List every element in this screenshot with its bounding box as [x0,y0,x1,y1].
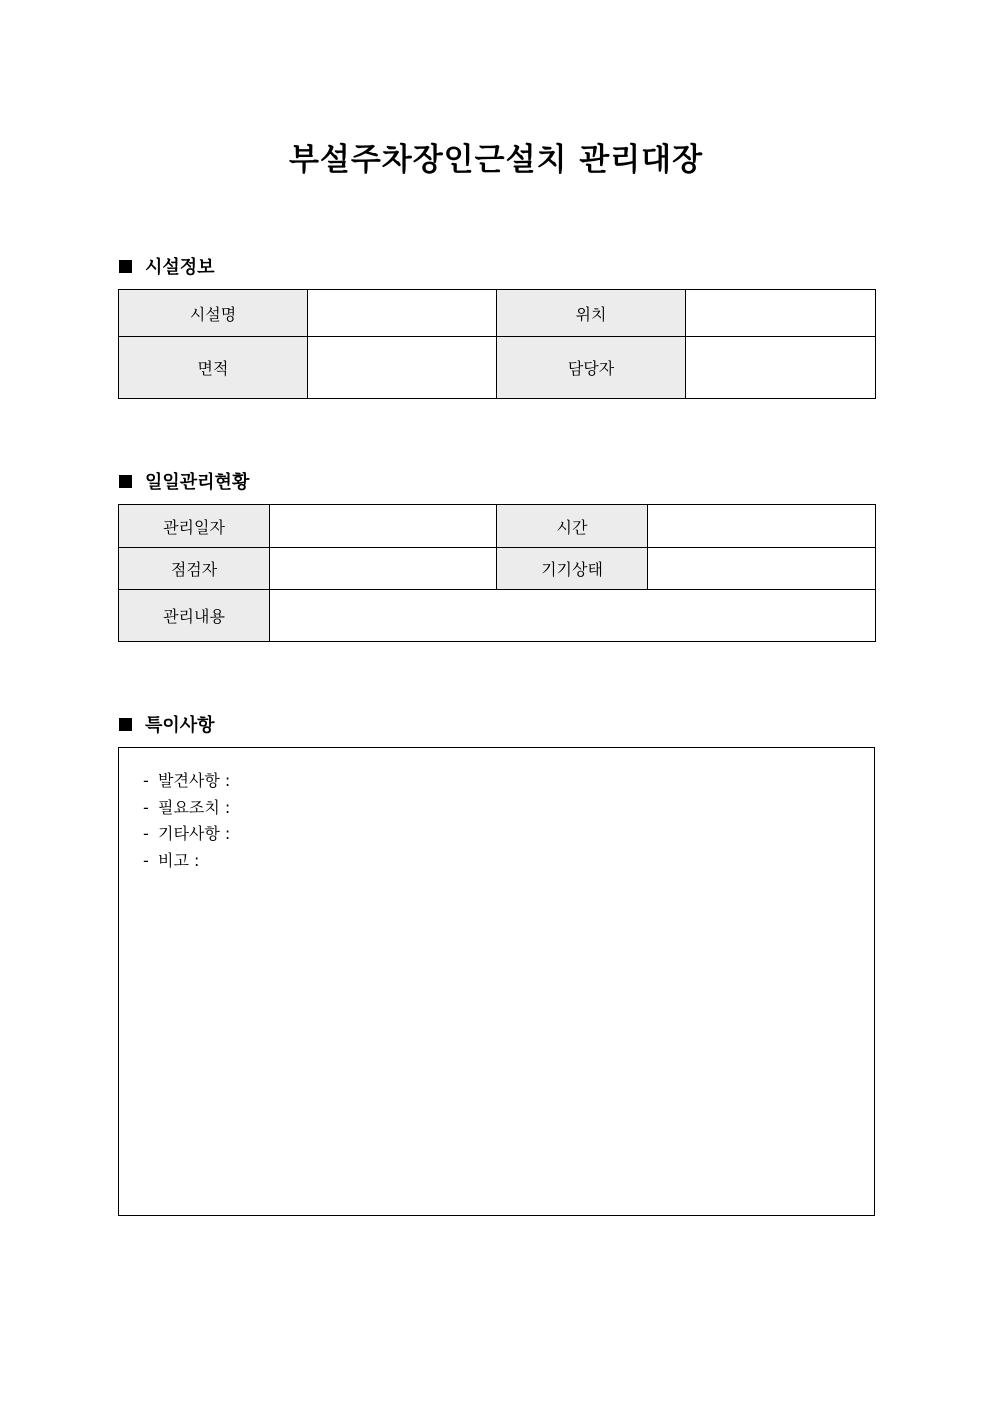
square-bullet-icon [119,718,132,731]
dash-bullet: - [143,771,149,790]
daily-management-heading-text: 일일관리현황 [145,472,250,493]
facility-name-field[interactable] [308,290,497,337]
facility-info-heading-text: 시설정보 [145,257,215,278]
list-item [143,848,874,875]
facility-info-heading [119,253,215,279]
device-status-label: 기기상태 [497,548,648,590]
dash-bullet: - [143,797,149,817]
remark-other: 기타사항 : [158,824,231,843]
list-item [143,795,874,822]
inspector-field[interactable] [270,548,497,590]
document-title: 부설주차장인근설치 관리대장 [288,142,704,178]
square-bullet-icon [119,475,132,488]
dash-bullet: - [143,824,149,843]
remarks-list [119,748,874,874]
remarks-box[interactable] [118,747,875,1216]
facility-info-table [118,289,876,399]
manager-field[interactable] [686,337,876,399]
remark-findings: 발견사항 : [158,771,231,790]
time-label: 시간 [497,505,648,548]
facility-name-label: 시설명 [119,290,308,337]
management-content-label: 관리내용 [119,590,270,642]
inspector-label: 점검자 [119,548,270,590]
list-item [143,768,874,795]
remarks-heading [119,711,215,737]
remark-note: 비고 : [158,850,200,870]
daily-management-heading [119,468,249,494]
remarks-heading-text: 특이사항 [145,715,215,736]
remark-required-action: 필요조치 : [158,797,231,817]
area-field[interactable] [308,337,497,399]
daily-management-table [118,504,876,642]
location-field[interactable] [686,290,876,337]
square-bullet-icon [119,260,132,273]
device-status-field[interactable] [648,548,876,590]
manager-label: 담당자 [497,337,686,399]
management-date-label: 관리일자 [119,505,270,548]
location-label: 위치 [497,290,686,337]
management-date-field[interactable] [270,505,497,548]
time-field[interactable] [648,505,876,548]
list-item [143,821,874,848]
management-content-field[interactable] [270,590,876,642]
area-label: 면적 [119,337,308,399]
dash-bullet: - [143,850,149,870]
